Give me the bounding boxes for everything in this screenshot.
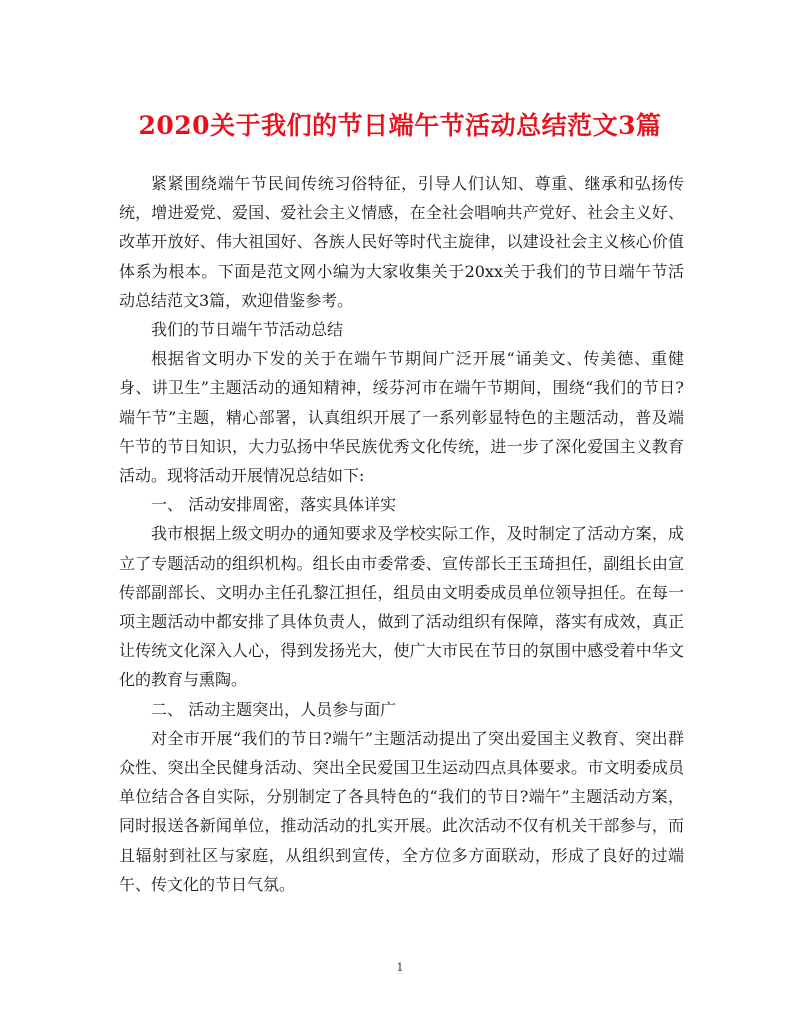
document-body <box>119 169 684 899</box>
section-heading-1: 一、 活动安排周密，落实具体详实 <box>151 495 397 515</box>
body-paragraph: 我市根据上级文明办的通知要求及学校实际工作，及时制定了活动方案，成立了专题活动的组织机构。组长由市委常委、宣传部长王玉琦担任，副组长由宣传部副部长、文明办主任孔黎江担任，组员由文明委成员单位领导担任。在每一项主题活动中都安排了具体负责人，做到了活动组织有保障，落实有成效，真正让传统文化深入人心，得到发扬光大，使广大市民在节日的氛围中感受着中华文化的教育与熏陶。 <box>119 524 684 690</box>
body-paragraph: 根据省文明办下发的关于在端午节期间广泛开展“诵美文、传美德、重健身、讲卫生”主题活动的通知精神，绥芬河市在端午节期间，围绕“我们的节日?端午节”主题，精心部署，认真组织开展了一系列彰显特色的主题活动，普及端午节的节日知识，大力弘扬中华民族优秀文化传统，进一步了深化爱国主义教育活动。现将活动开展情况总结如下: <box>119 349 684 486</box>
section-subtitle: 我们的节日端午节活动总结 <box>151 320 344 340</box>
page-title: 2020关于我们的节日端午节活动总结范文3篇 <box>138 111 662 140</box>
page-number: 1 <box>396 961 404 974</box>
body-paragraph: 对全市开展“我们的节日?端午”主题活动提出了突出爱国主义教育、突出群众性、突出全民健身活动、突出全民爱国卫生运动四点具体要求。市文明委成员单位结合各自实际，分别制定了各具特色的“我们的节日?端午”主题活动方案，同时报送各新闻单位，推动活动的扎实开展。此次活动不仅有机关干部参与，而且辐射到社区与家庭，从组织到宣传，全方位多方面联动，形成了良好的过端午、传文化的节日气氛。 <box>119 728 684 894</box>
section-heading-2: 二、 活动主题突出，人员参与面广 <box>151 699 397 719</box>
intro-paragraph: 紧紧围绕端午节民间传统习俗特征，引导人们认知、尊重、继承和弘扬传统，增进爱党、爱国、爱社会主义情感，在全社会唱响共产党好、社会主义好、改革开放好、伟大祖国好、各族人民好等时代主旋律，以建设社会主义核心价值体系为根本。下面是范文网小编为大家收集关于20xx关于我们的节日端午节活动总结范文3篇，欢迎借鉴参考。 <box>119 174 684 310</box>
